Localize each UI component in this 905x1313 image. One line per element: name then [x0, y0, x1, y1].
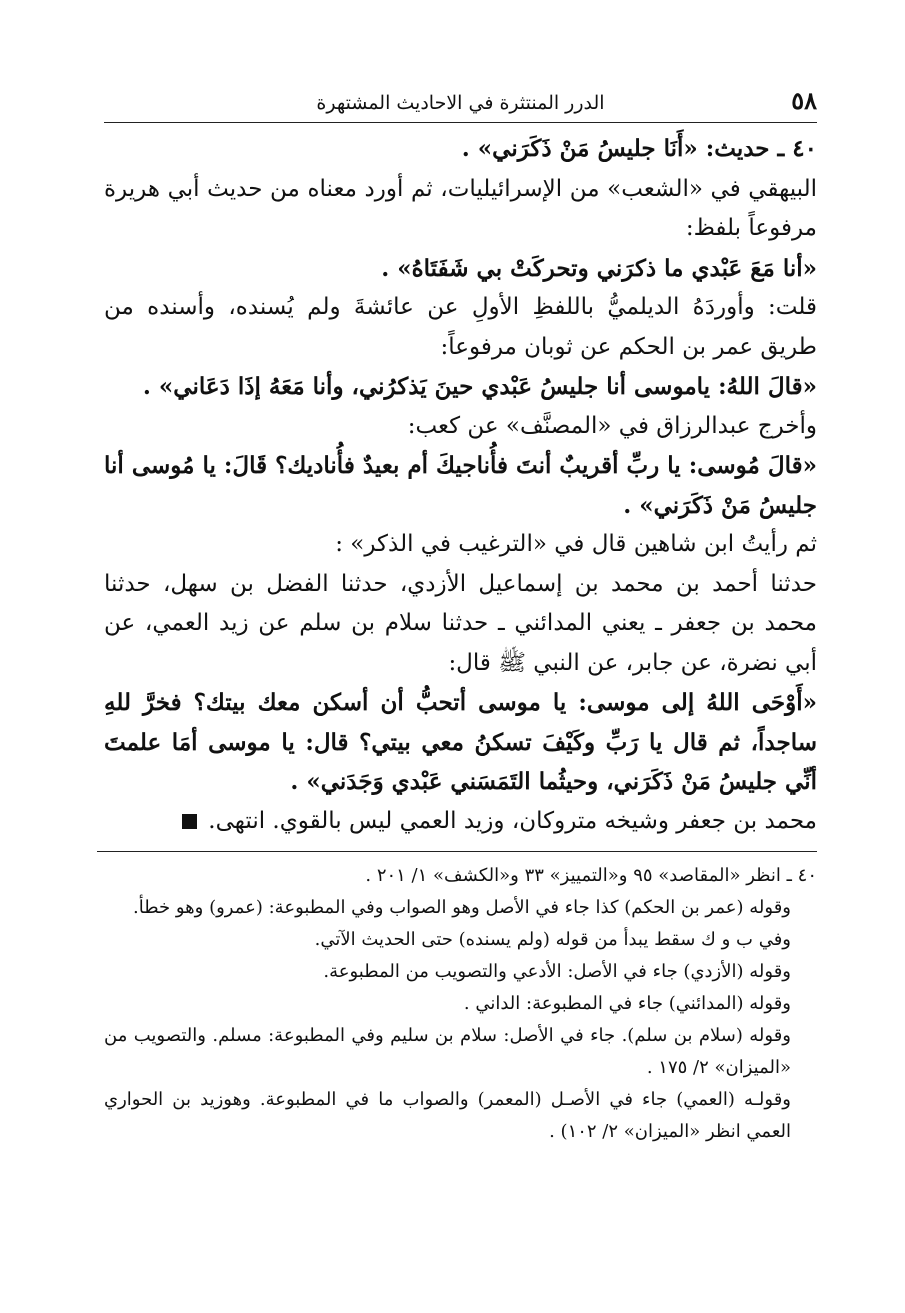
paragraph: ثم رأيتُ ابن شاهين قال في «الترغيب في الذكر» : [335, 531, 817, 557]
book-title: الدرر المنتثرة في الاحاديث المشتهرة [316, 92, 605, 114]
hadith-quote: «أنا مَعَ عَبْدي ما ذكرَني وتحركَتْ بي شَفَتَاهُ» . [381, 254, 817, 282]
footnote: ٤٠ ـ انظر «المقاصد» ٩٥ و«التمييز» ٣٣ و«الكشف» ١/ ٢٠١ . [365, 865, 817, 886]
page-number: ٥٨ [791, 86, 817, 115]
hadith-quote: «أَوْحَى اللهُ إلى موسى: يا موسى أتحبُّ أن أسكن معك بيتك؟ فخرَّ للهِ ساجداً، ثم قال يا رَبِّ وكَيْفَ تسكنُ معي بيتي؟ قال: يا موسى أمَا علمتَ أنِّي جليسُ مَنْ ذَكَرَني، وحيثُما التَمَسَني عَبْدي وَجَدَني» . [104, 689, 817, 795]
footnote-divider [97, 851, 817, 852]
hadith-quote: «قالَ مُوسى: يا ربِّ أقريبٌ أنتَ فأُناجيكَ أم بعيدٌ فأُناديك؟ قَالَ: يا مُوسى أنا جليسُ مَنْ ذَكَرَني» . [104, 452, 817, 519]
footnote: وقوله (الأزدي) جاء في الأصل: الأدعي والتصويب من المطبوعة. [323, 961, 791, 982]
footnotes [104, 860, 817, 1148]
footnote: وقوله (عمر بن الحكم) كذا جاء في الأصل وهو الصواب وفي المطبوعة: (عمرو) وهو خطأ. [133, 897, 791, 918]
paragraph: البيهقي في «الشعب» من الإسرائيليات، ثم أورد معناه من حديث أبي هريرة مرفوعاً بلفظ: [104, 175, 817, 241]
closing-paragraph: محمد بن جعفر وشيخه متروكان، وزيد العمي ليس بالقوي. انتهى. [104, 802, 817, 842]
footnote: وفي ب و ك سقط يبدأ من قوله (ولم يسنده) حتى الحديث الآتي. [314, 929, 791, 950]
footnote: وقوله (سلام بن سلم). جاء في الأصل: سلام بن سليم وفي المطبوعة: مسلم. والتصويب من «الميزان» ٢/ ١٧٥ . [104, 1025, 791, 1078]
main-text [104, 129, 817, 841]
hadith-heading: ٤٠ ـ حديث: «أَنَا جليسُ مَنْ ذَكَرَني» . [461, 135, 817, 162]
paragraph: وأخرج عبدالرزاق في «المصنَّف» عن كعب: [407, 412, 817, 439]
running-header [104, 88, 817, 123]
end-square-icon [182, 814, 197, 829]
isnad-paragraph: حدثنا أحمد بن محمد بن إسماعيل الأزدي، حدثنا الفضل بن سهل، حدثنا محمد بن جعفر ـ يعني المدائني ـ حدثنا سلام بن سلم عن زيد العمي، عن أبي نضرة، عن جابر، عن النبي ﷺ قال: [104, 570, 817, 676]
paragraph: قلت: وأوردَهُ الديلميُّ باللفظِ الأولِ عن عائشةَ ولم يُسنده، وأسنده من طريق عمر بن الحكم عن ثوبان مرفوعاً: [104, 294, 817, 360]
hadith-quote: «قالَ اللهُ: ياموسى أنا جليسُ عَبْدي حينَ يَذكرُني، وأنا مَعَهُ إذَا دَعَاني» . [142, 373, 817, 400]
footnote: وقولـه (العمي) جاء في الأصـل (المعمر) والصواب ما في المطبوعة. وهوزيد بن الحواري العمي انظر «الميزان» ٢/ ١٠٢) . [104, 1089, 791, 1142]
footnote: وقوله (المدائني) جاء في المطبوعة: الداني . [463, 993, 791, 1014]
